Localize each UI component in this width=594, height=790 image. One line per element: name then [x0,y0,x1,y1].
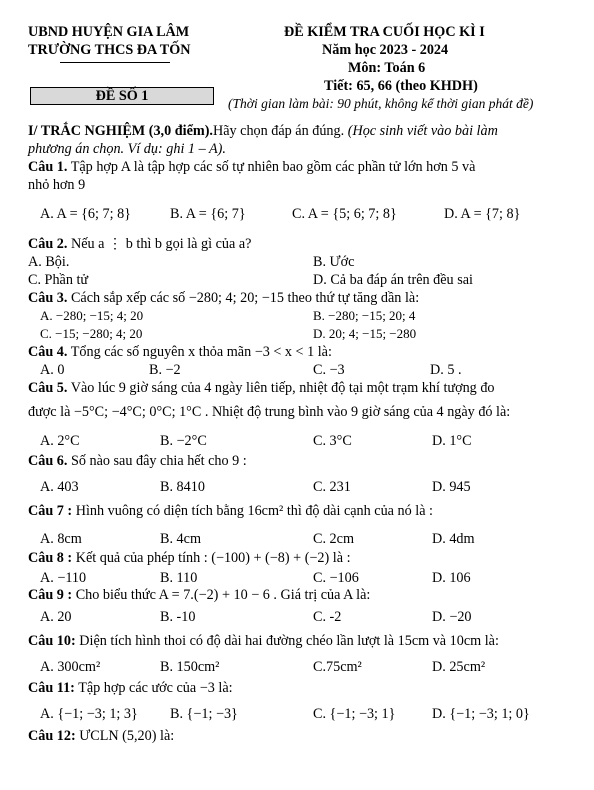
option-c[interactable]: C. Phần tử [28,272,89,288]
option-d[interactable]: D. A = {7; 8} [444,206,521,222]
school-name: TRƯỜNG THCS ĐA TỐN [28,42,191,58]
section-1-line2: phương án chọn. Ví dụ: ghi 1 – A). [28,141,226,157]
option-a[interactable]: A. 0 [40,362,65,378]
question-label: Câu 12: [28,728,76,744]
question-text: Vào lúc 9 giờ sáng của 4 ngày liên tiếp, nhiệt độ tại một trạm khí tượng đo [67,380,495,396]
question-text: Cách sắp xếp các số −280; 4; 20; −15 theo thứ tự tăng dần là: [67,290,420,306]
option-b[interactable]: B. 110 [160,570,198,586]
question-3 [28,290,419,307]
time-note: (Thời gian làm bài: 90 phút, không kể thời gian phát đề) [228,96,534,111]
option-c[interactable]: C. 3°C [313,433,352,449]
option-d[interactable]: D. 25cm² [432,659,486,675]
option-c[interactable]: C.75cm² [313,659,362,675]
option-c[interactable]: C. −15; −280; 4; 20 [40,326,143,341]
question-label: Câu 9 : [28,587,73,603]
option-c[interactable]: C. -2 [313,609,342,625]
option-d[interactable]: D. 1°C [432,433,472,449]
option-a[interactable]: A. 403 [40,479,79,495]
option-d[interactable]: D. {−1; −3; 1; 0} [432,706,530,722]
option-b[interactable]: B. −280; −15; 20; 4 [313,308,416,323]
option-c[interactable]: C. −106 [313,570,359,586]
option-d[interactable]: D. 4dm [432,531,475,547]
lesson-period: Tiết: 65, 66 (theo KHDH) [324,78,478,94]
option-a[interactable]: A. {−1; −3; 1; 3} [40,706,138,722]
question-label: Câu 1. [28,159,68,175]
section-1-instruction-italic: (Học sinh viết vào bài làm [347,123,498,139]
question-5 [28,380,495,397]
option-d[interactable]: D. 945 [432,479,471,495]
option-b[interactable]: B. Ước [313,254,355,270]
question-6 [28,453,247,470]
option-b[interactable]: B. 4cm [160,531,201,547]
option-c[interactable]: C. 231 [313,479,351,495]
question-12 [28,728,174,745]
question-text: Kết quả của phép tính : (−100) + (−8) + (−2) là : [72,550,351,566]
school-year: Năm học 2023 - 2024 [322,42,449,58]
option-c[interactable]: C. 2cm [313,531,354,547]
option-b[interactable]: B. A = {6; 7} [170,206,246,222]
question-label: Câu 7 : [28,503,73,519]
option-a[interactable]: A. 2°C [40,433,80,449]
option-a[interactable]: A. Bội. [28,254,70,270]
option-c[interactable]: C. −3 [313,362,345,378]
option-b[interactable]: B. 150cm² [160,659,220,675]
option-d[interactable]: D. 5 . [430,362,462,378]
question-text: Hình vuông có diện tích bằng 16cm² thì độ dài cạnh của nó là : [72,503,433,519]
question-label: Câu 6. [28,453,68,469]
exam-code: ĐỀ SỐ 1 [95,88,149,104]
option-b[interactable]: B. −2 [149,362,181,378]
question-text: Tập hợp các ước của −3 là: [74,680,233,696]
option-c[interactable]: C. A = {5; 6; 7; 8} [292,206,397,222]
question-label: Câu 2. [28,236,68,252]
question-label: Câu 8 : [28,550,73,566]
option-d[interactable]: D. −20 [432,609,472,625]
question-10 [28,633,499,650]
question-1-cont: nhỏ hơn 9 [28,177,86,193]
question-label: Câu 4. [28,344,68,360]
option-d[interactable]: D. 20; 4; −15; −280 [313,326,417,341]
question-5-cont: được là −5°C; −4°C; 0°C; 1°C . Nhiệt độ trung bình vào 9 giờ sáng của 4 ngày đó là: [28,404,511,420]
question-label: Câu 11: [28,680,75,696]
section-1-title: I/ TRẮC NGHIỆM (3,0 điểm). [28,123,213,139]
school-underline [60,62,170,63]
option-c[interactable]: C. {−1; −3; 1} [313,706,396,722]
question-label: Câu 5. [28,380,68,396]
option-a[interactable]: A. −110 [40,570,87,586]
question-text: Tập hợp A là tập hợp các số tự nhiên bao gồm các phần tử lớn hơn 5 và [67,159,476,175]
option-d[interactable]: D. Cả ba đáp án trên đều sai [313,272,473,288]
option-b[interactable]: B. -10 [160,609,196,625]
section-1-instruction: Hãy chọn đáp án đúng. [212,123,348,139]
option-a[interactable]: A. −280; −15; 4; 20 [40,308,144,323]
school-district: UBND HUYỆN GIA LÂM [28,24,190,40]
exam-title: ĐỀ KIỂM TRA CUỐI HỌC KÌ I [284,24,485,40]
option-d[interactable]: D. 106 [432,570,471,586]
section-1-line1 [28,123,498,140]
question-text: Cho biểu thức A = 7.(−2) + 10 − 6 . Giá trị của A là: [72,587,371,603]
option-b[interactable]: B. −2°C [160,433,207,449]
question-label: Câu 10: [28,633,76,649]
question-text: Tổng các số nguyên x thỏa mãn −3 < x < 1 là: [67,344,332,360]
question-label: Câu 3. [28,290,68,306]
question-text: Diện tích hình thoi có độ dài hai đường chéo lần lượt là 15cm và 10cm là: [75,633,499,649]
question-2 [28,236,251,253]
option-a[interactable]: A. 300cm² [40,659,101,675]
option-a[interactable]: A. A = {6; 7; 8} [40,206,131,222]
question-11 [28,680,233,697]
question-text: Số nào sau đây chia hết cho 9 : [67,453,247,469]
question-8 [28,550,351,567]
question-4 [28,344,332,361]
subject: Môn: Toán 6 [348,60,426,76]
option-b[interactable]: B. 8410 [160,479,205,495]
option-a[interactable]: A. 20 [40,609,72,625]
exam-code-box [30,87,214,105]
question-9 [28,587,370,604]
option-b[interactable]: B. {−1; −3} [170,706,238,722]
question-1 [28,159,475,176]
option-a[interactable]: A. 8cm [40,531,82,547]
question-text: ƯCLN (5,20) là: [75,728,175,744]
question-text: Nếu a ⋮ b thì b gọi là gì của a? [67,236,252,252]
question-7 [28,503,433,520]
